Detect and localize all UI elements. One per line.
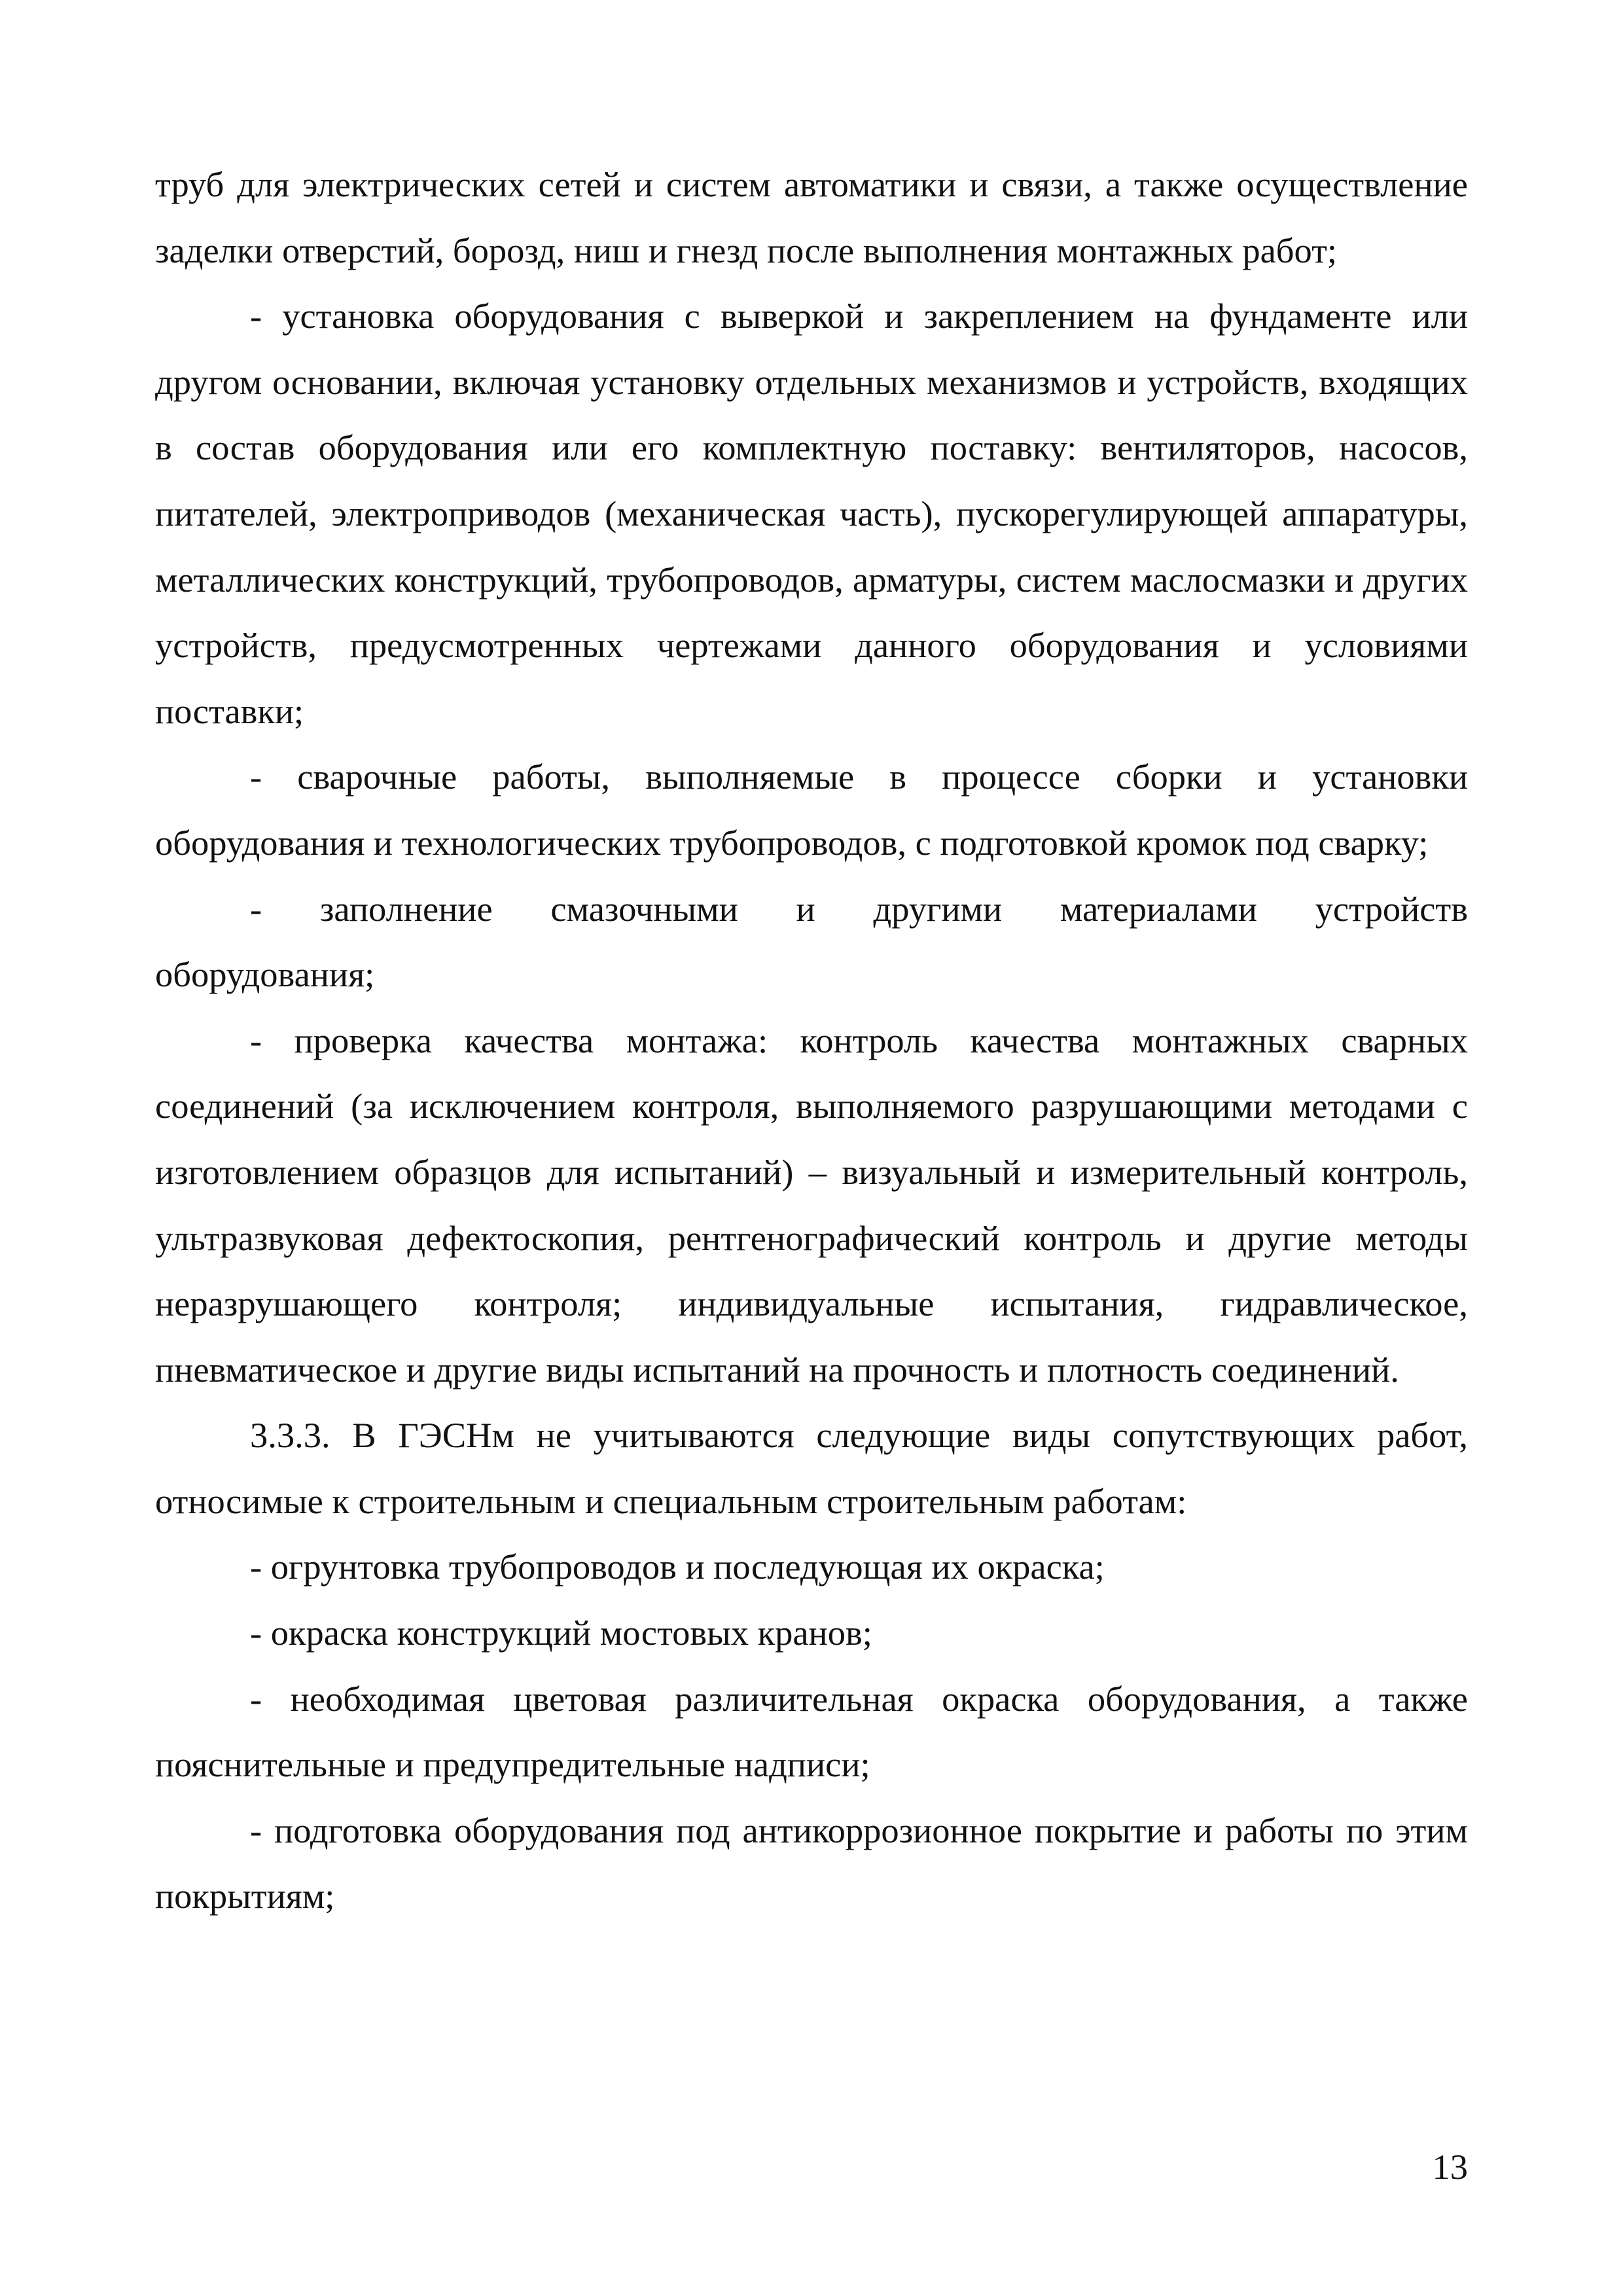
- paragraph-section-3-3-3: 3.3.3. В ГЭСНм не учитываются следующие виды сопутствующих работ, относимые к строительным и специальным строительным работам:: [155, 1415, 1468, 1521]
- paragraph-crane-painting: - окраска конструкций мостовых кранов;: [250, 1613, 872, 1653]
- paragraph-welding-works: - сварочные работы, выполняемые в процессе сборки и установки оборудования и технологических трубопроводов, с подготовкой кромок под сварку;: [155, 757, 1468, 863]
- paragraph-pipes-continuation: труб для электрических сетей и систем автоматики и связи, а также осуществление заделки отверстий, борозд, ниш и гнезд после выполнения монтажных работ;: [155, 164, 1468, 270]
- body-text: [155, 152, 1468, 1929]
- paragraph-quality-check: - проверка качества монтажа: контроль качества монтажных сварных соединений (за исключением контроля, выполняемого разрушающими методами с изготовлением образцов для испытаний) – визуальный и измерительный контроль, ультразвуковая дефектоскопия, рентгенографический контроль и другие методы неразрушающего контроля; индивидуальные испытания, гидравлическое, пневматическое и другие виды испытаний на прочность и плотность соединений.: [155, 1020, 1468, 1390]
- paragraph-anticorrosion: - подготовка оборудования под антикоррозионное покрытие и работы по этим покрытиям;: [155, 1810, 1468, 1916]
- paragraph-pipe-priming: - огрунтовка трубопроводов и последующая их окраска;: [250, 1547, 1105, 1587]
- page-number: 13: [1432, 2147, 1468, 2187]
- paragraph-lubrication-filling: - заполнение смазочными и другими материалами устройств: [250, 888, 1468, 929]
- paragraph-lubrication-filling-end: оборудования;: [155, 954, 375, 995]
- paragraph-equipment-installation: - установка оборудования с выверкой и закреплением на фундаменте или другом основании, включая установку отдельных механизмов и устройств, входящих в состав оборудования или его комплектную поставку: вентиляторов, насосов, питателей, электроприводов (механическая часть), пускорегулирующей аппаратуры, металлических конструкций, трубопроводов, арматуры, систем маслосмазки и других устройств, предусмотренных чертежами данного оборудования и условиями поставки;: [155, 296, 1468, 731]
- paragraph-color-marking: - необходимая цветовая различительная окраска оборудования, а также пояснительные и предупредительные надписи;: [155, 1678, 1468, 1785]
